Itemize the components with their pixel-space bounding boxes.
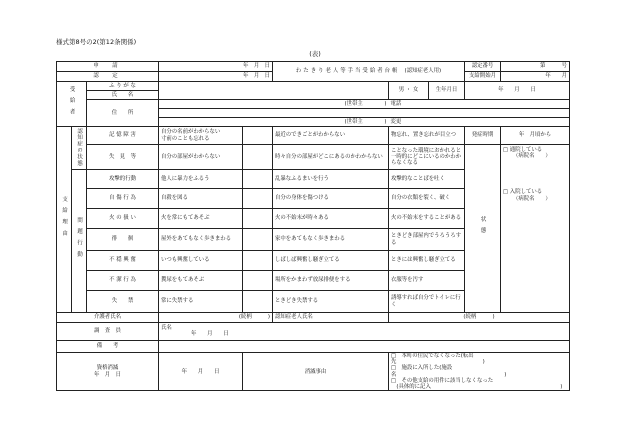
row-b-3[interactable]: 自分の身体を傷つける [273,189,389,209]
check-a-1[interactable] [243,145,273,170]
row-c-6[interactable]: ときには興奮し騒ぎ立てる [389,251,465,271]
row-a-0[interactable]: 自分の名前がわからない 寸前のことも忘れる [159,127,243,145]
reason-other[interactable]: □ その他支給の用件に該当しなくなった [391,377,494,384]
status-checks[interactable] [501,145,570,313]
surveyor-label: 調 査 員 [57,323,159,341]
row-c-2[interactable]: 攻撃的なことばを吐く [389,170,465,189]
row-b-1[interactable]: 時々自分の部屋がどこにあるのかわからない [273,145,389,170]
cert-no-value[interactable]: 第 号 [501,62,570,72]
onset-value[interactable]: 年 月頃から [501,127,570,145]
row-b-0[interactable]: 最近のできごとがわからない [273,127,389,145]
row-name-2: 攻撃的行動 [87,170,159,189]
row-a-4[interactable]: 火を常にもてあそぶ [159,209,243,229]
caregiver-relation[interactable]: (続柄 ) [159,313,273,323]
reason-facility[interactable]: □ 施設に入所した(施設名 ) [391,365,507,378]
row-name-8: 失 禁 [87,291,159,313]
row-b-4[interactable]: 火の不始末が時々ある [273,209,389,229]
form-number: 様式第8号の2(第12条関係) [56,38,137,46]
dementia-state-label: 認知症の状態 [72,127,87,170]
row-b-7[interactable]: 場所をかまわず放尿排便をする [273,271,389,291]
row-b-5[interactable]: 家中をあてもなく歩きまわる [273,229,389,251]
row-a-1[interactable]: 自分の部屋がわからない [159,145,243,170]
address-label: 住 所 [87,100,159,127]
outpatient-hospital[interactable]: （病院名 ） [513,153,551,160]
row-a-6[interactable]: いつも興奮している [159,251,243,271]
row-name-5: 徘 徊 [87,229,159,251]
surveyor-field[interactable] [159,323,570,341]
row-name-4: 火 の 扱 い [87,209,159,229]
row-name-0: 記 憶 障 害 [87,127,159,145]
row-c-7[interactable]: 衣服等を汚す [389,271,465,291]
row-b-6[interactable]: しばしば興奮し騒ぎ立てる [273,251,389,271]
check-a-5[interactable] [243,229,273,251]
check-a-2[interactable] [243,170,273,189]
gender-select[interactable]: 男 ・ 女 [389,82,429,100]
reason-moved[interactable]: □ 本町の住民でなくなった(転出先 ) [391,353,485,366]
remarks-field[interactable] [159,341,570,353]
recipient-label: 受給者 [57,82,87,127]
register-table [56,61,570,391]
householder-2[interactable]: (世帯主 ) [159,118,389,127]
row-c-8[interactable]: 誘導すれば自分でトイレに行く [389,291,465,313]
cert-date[interactable]: 年 月 日 [159,72,273,82]
surveyor-date[interactable]: 年 月 日 [191,331,229,338]
furigana-label: ふ り が な [87,82,159,91]
onset-label: 発症時期 [465,127,501,145]
row-c-0[interactable]: 物忘れ、置き忘れが目立つ [389,127,465,145]
start-month-value[interactable]: 年 月 [501,72,570,82]
row-b-2[interactable]: 乱暴なふるまいを行う [273,170,389,189]
problem-behavior-label: 問題行動 [72,170,87,313]
row-a-7[interactable]: 糞尿をもてあそぶ [159,271,243,291]
form-title [273,62,465,82]
row-c-4[interactable]: 火の不始末をすることがある [389,209,465,229]
row-name-7: 不 潔 行 為 [87,271,159,291]
cert-no-label: 認定番号 [465,62,501,72]
side-label: (表) [309,50,321,58]
apply-date[interactable]: 年 月 日 [159,62,273,72]
row-a-3[interactable]: 自殺を図る [159,189,243,209]
surveyor-name-label: 氏名 [161,325,172,331]
eligibility-end-label: 資格消滅 年 月 日 [57,353,159,391]
check-a-4[interactable] [243,209,273,229]
row-name-6: 不 穏 興 奮 [87,251,159,271]
row-c-5[interactable]: ときどき部屋内でうろうろする [389,229,465,251]
row-a-8[interactable]: 常に失禁する [159,291,243,313]
end-reason-label: 消滅事由 [243,353,389,391]
subtitle-text: (認知症老人用) [404,68,442,75]
row-name-3: 自 傷 行 為 [87,189,159,209]
check-a-0[interactable] [243,127,273,145]
dementia-name-label: 認知症老人氏名 [273,313,389,323]
dob-value[interactable]: 年 月 日 [465,82,570,100]
remarks-label: 備 考 [57,341,159,353]
title-text: わたきり老人等手当受給者台帳 [295,68,400,75]
row-a-5[interactable]: 屋外をあてもなく歩きまわる [159,229,243,251]
check-a-3[interactable] [243,189,273,209]
address-spacer[interactable] [159,109,570,118]
row-name-1: 失 見 等 [87,145,159,170]
row-c-3[interactable]: 自分の衣類を裂く、破く [389,189,465,209]
dementia-relation[interactable]: (続柄 ) [389,313,570,323]
reason-label: 支給理由 [57,127,72,313]
reason-details[interactable]: (具体的に記入 ) [391,384,563,391]
check-a-6[interactable] [243,251,273,271]
tel-label: 電話 [389,100,570,109]
eligibility-end-date[interactable]: 年 月 日 [159,353,243,391]
check-a-8[interactable] [243,291,273,313]
name-label: 氏 名 [87,91,159,100]
row-a-2[interactable]: 他人に暴力をふるう [159,170,243,189]
status-label: 状態 [465,145,501,313]
name-field[interactable] [159,82,389,100]
check-a-7[interactable] [243,271,273,291]
row-c-1[interactable]: ことなった環境におかれると一時的にどこにいるのかわからなくなる [389,145,465,170]
inpatient-hospital[interactable]: （病院名 ） [513,195,551,202]
inpatient-check[interactable]: □ 入院している [503,189,543,196]
end-reason-options[interactable] [389,353,570,391]
start-month-label: 支給開始月 [465,72,501,82]
caregiver-label: 介護者氏名 [57,313,159,323]
outpatient-check[interactable]: □ 通院している [503,147,543,153]
row-b-8[interactable]: ときどき失禁する [273,291,389,313]
change-label: 変更 [389,118,570,127]
cert-label: 認 定 [57,72,159,82]
householder-1[interactable]: (世帯主 ) [159,100,389,109]
dob-label: 生年月日 [429,82,465,100]
apply-label: 申 請 [57,62,159,72]
